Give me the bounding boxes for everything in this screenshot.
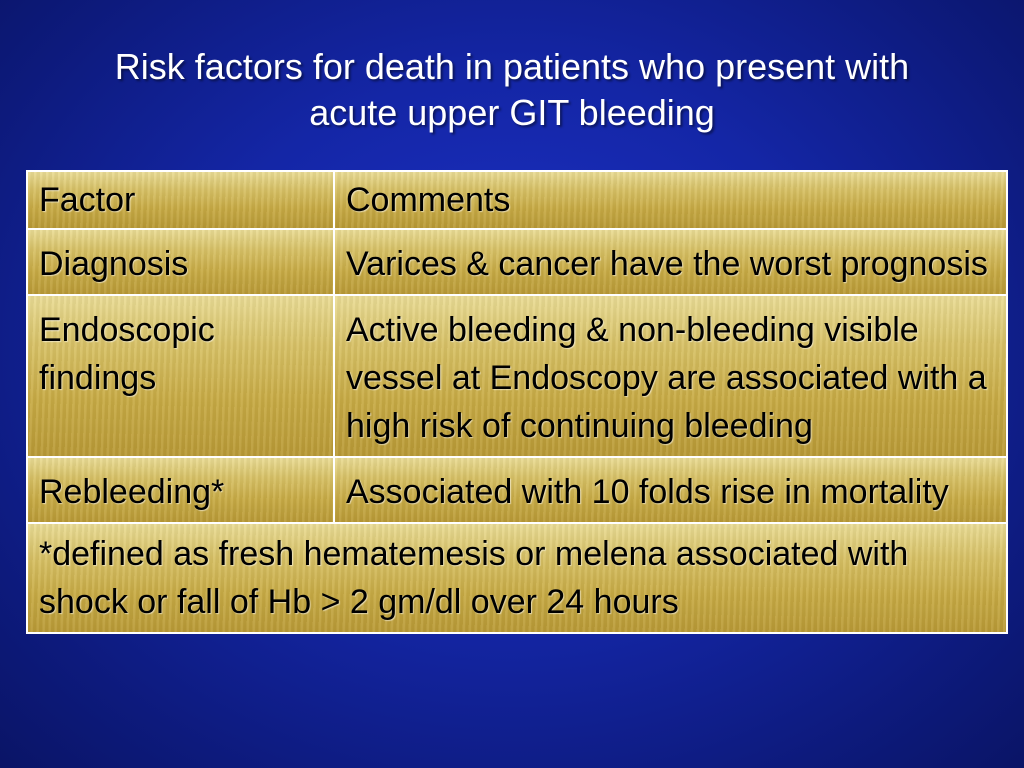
footnote-cell: *defined as fresh hematemesis or melena associated with shock or fall of Hb > 2 gm/dl over 24 hours <box>27 523 1007 633</box>
factor-cell: Diagnosis <box>27 229 334 295</box>
footnote-row <box>27 523 1007 633</box>
slide-title-line-2: acute upper GIT bleeding <box>309 92 715 133</box>
factor-cell: Rebleeding* <box>27 457 334 523</box>
table-header-row <box>27 171 1007 229</box>
comment-cell: Associated with 10 folds rise in mortality <box>334 457 1007 523</box>
slide-title <box>40 44 984 136</box>
table-row <box>27 457 1007 523</box>
risk-factors-table <box>26 170 1008 634</box>
header-factor: Factor <box>27 171 334 229</box>
comment-cell: Varices & cancer have the worst prognosis <box>334 229 1007 295</box>
table-row <box>27 295 1007 457</box>
factor-cell: Endoscopic findings <box>27 295 334 457</box>
header-comments: Comments <box>334 171 1007 229</box>
comment-cell: Active bleeding & non-bleeding visible vessel at Endoscopy are associated with a high risk of continuing bleeding <box>334 295 1007 457</box>
table-row <box>27 229 1007 295</box>
slide-title-line-1: Risk factors for death in patients who present with <box>114 46 910 87</box>
